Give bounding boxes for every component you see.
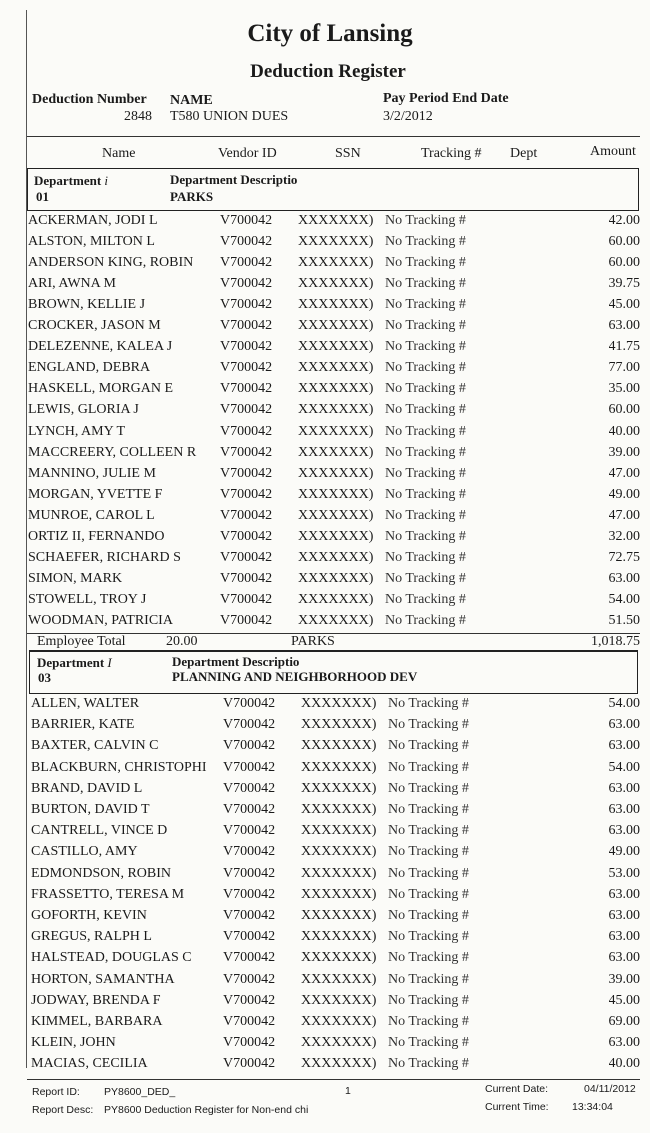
employee-name: WOODMAN, PATRICIA xyxy=(28,612,173,628)
tracking-number: No Tracking # xyxy=(385,276,466,292)
tracking-number: No Tracking # xyxy=(385,423,466,439)
department-label-text: Department xyxy=(34,173,102,188)
tracking-number: No Tracking # xyxy=(385,444,466,460)
employee-name: SCHAEFER, RICHARD S xyxy=(28,549,181,565)
col-header-vendor-id: Vendor ID xyxy=(218,146,277,161)
employee-name: CASTILLO, AMY xyxy=(31,844,138,860)
vendor-id: V700042 xyxy=(220,528,273,544)
vendor-id: V700042 xyxy=(220,213,273,228)
ssn-masked: XXXXXXX) xyxy=(298,255,374,271)
ssn-masked: XXXXXXX) xyxy=(301,1035,377,1051)
amount: 60.00 xyxy=(608,255,640,271)
pay-period-label: Pay Period End Date xyxy=(383,91,509,106)
employee-name: MUNROE, CAROL L xyxy=(28,507,155,523)
department-description: PARKS xyxy=(170,189,214,204)
table-row xyxy=(28,613,640,634)
ssn-masked: XXXXXXX) xyxy=(301,971,377,987)
department-label-suffix: I xyxy=(107,655,112,670)
table-row xyxy=(31,866,640,887)
vendor-id: V700042 xyxy=(220,255,273,271)
tracking-number: No Tracking # xyxy=(385,339,466,355)
vendor-id: V700042 xyxy=(223,992,276,1008)
table-row xyxy=(31,1056,640,1077)
table-row xyxy=(28,402,640,423)
table-row xyxy=(31,696,640,717)
amount: 42.00 xyxy=(608,213,640,228)
footer-rule xyxy=(27,1079,640,1080)
amount: 63.00 xyxy=(608,929,640,945)
tracking-number: No Tracking # xyxy=(388,886,469,902)
tracking-number: No Tracking # xyxy=(385,549,466,565)
table-row xyxy=(28,424,640,445)
tracking-number: No Tracking # xyxy=(385,318,466,334)
tracking-number: No Tracking # xyxy=(388,1014,469,1029)
vendor-id: V700042 xyxy=(223,908,276,923)
table-row xyxy=(31,887,640,908)
ssn-masked: XXXXXXX) xyxy=(301,823,377,839)
amount: 47.00 xyxy=(608,465,640,481)
table-row xyxy=(31,993,640,1014)
ssn-masked: XXXXXXX) xyxy=(301,908,377,923)
ssn-masked: XXXXXXX) xyxy=(301,950,377,966)
header-rule xyxy=(27,136,640,137)
table-row xyxy=(28,255,640,276)
employee-name: HASKELL, MORGAN E xyxy=(28,381,174,397)
vendor-id: V700042 xyxy=(223,738,276,754)
report-title: City of Lansing xyxy=(247,20,413,47)
vendor-id: V700042 xyxy=(223,929,276,945)
ssn-masked: XXXXXXX) xyxy=(301,696,377,711)
current-time-label: Current Time: xyxy=(485,1101,549,1113)
vendor-id: V700042 xyxy=(220,381,273,397)
tracking-number: No Tracking # xyxy=(388,1035,469,1051)
page-number: 1 xyxy=(345,1085,351,1097)
tracking-number: No Tracking # xyxy=(385,255,466,271)
tracking-number: No Tracking # xyxy=(388,780,469,796)
employee-total-count: 20.00 xyxy=(166,634,198,649)
ssn-masked: XXXXXXX) xyxy=(301,717,377,733)
vendor-id: V700042 xyxy=(223,780,276,796)
employee-name: JODWAY, BRENDA F xyxy=(31,992,161,1008)
ssn-masked: XXXXXXX) xyxy=(301,929,377,945)
vendor-id: V700042 xyxy=(223,1014,276,1029)
ssn-masked: XXXXXXX) xyxy=(298,570,374,586)
table-row xyxy=(31,717,640,738)
report-desc-value: PY8600 Deduction Register for Non-end chi xyxy=(104,1104,309,1116)
employee-name: ALLEN, WALTER xyxy=(31,696,140,711)
table-row xyxy=(31,972,640,993)
col-header-name: Name xyxy=(102,146,136,161)
table-row xyxy=(28,571,640,592)
ssn-masked: XXXXXXX) xyxy=(298,465,374,481)
ssn-masked: XXXXXXX) xyxy=(301,886,377,902)
ssn-masked: XXXXXXX) xyxy=(298,507,374,523)
vendor-id: V700042 xyxy=(220,507,273,523)
employee-name: ALSTON, MILTON L xyxy=(28,234,155,250)
employee-name: ACKERMAN, JODI L xyxy=(28,213,158,228)
employee-name: ENGLAND, DEBRA xyxy=(28,360,151,376)
tracking-number: No Tracking # xyxy=(388,717,469,733)
employee-name: FRASSETTO, TERESA M xyxy=(31,886,185,902)
amount: 54.00 xyxy=(608,759,640,775)
table-row xyxy=(31,950,640,971)
table-row xyxy=(28,592,640,613)
table-row xyxy=(28,276,640,297)
department-label xyxy=(34,173,108,189)
department-desc-label: Department Descriptio xyxy=(170,172,298,187)
vendor-id: V700042 xyxy=(223,696,276,711)
employee-name: BRAND, DAVID L xyxy=(31,780,143,796)
vendor-id: V700042 xyxy=(220,549,273,565)
col-header-dept: Dept xyxy=(510,146,538,161)
vendor-id: V700042 xyxy=(220,465,273,481)
ssn-masked: XXXXXXX) xyxy=(298,549,374,565)
employee-name: STOWELL, TROY J xyxy=(28,591,147,607)
amount: 53.00 xyxy=(608,865,640,881)
tracking-number: No Tracking # xyxy=(388,802,469,817)
amount: 39.75 xyxy=(608,276,640,292)
ssn-masked: XXXXXXX) xyxy=(298,339,374,355)
ssn-masked: XXXXXXX) xyxy=(298,591,374,607)
table-row xyxy=(31,802,640,823)
employee-name: DELEZENNE, KALEA J xyxy=(28,339,173,355)
pay-period-value: 3/2/2012 xyxy=(383,109,433,124)
amount: 39.00 xyxy=(608,444,640,460)
table-row xyxy=(28,234,640,255)
tracking-number: No Tracking # xyxy=(385,402,466,418)
table-row xyxy=(31,844,640,865)
table-row xyxy=(28,381,640,402)
tracking-number: No Tracking # xyxy=(388,844,469,860)
ssn-masked: XXXXXXX) xyxy=(298,360,374,376)
employee-name: MACIAS, CECILIA xyxy=(31,1056,148,1072)
department-header-box xyxy=(27,168,639,211)
table-row xyxy=(31,760,640,781)
amount: 63.00 xyxy=(608,318,640,334)
tracking-number: No Tracking # xyxy=(385,297,466,313)
employee-total-label: Employee Total xyxy=(37,634,126,649)
vendor-id: V700042 xyxy=(220,297,273,313)
amount: 69.00 xyxy=(608,1014,640,1029)
tracking-number: No Tracking # xyxy=(385,591,466,607)
tracking-number: No Tracking # xyxy=(388,1056,469,1072)
tracking-number: No Tracking # xyxy=(385,360,466,376)
tracking-number: No Tracking # xyxy=(385,213,466,228)
amount: 77.00 xyxy=(608,360,640,376)
amount: 45.00 xyxy=(608,297,640,313)
tracking-number: No Tracking # xyxy=(388,759,469,775)
vendor-id: V700042 xyxy=(220,570,273,586)
ssn-masked: XXXXXXX) xyxy=(301,1056,377,1072)
report-desc-label: Report Desc: xyxy=(32,1104,94,1116)
employee-name: MORGAN, YVETTE F xyxy=(28,486,163,502)
amount: 63.00 xyxy=(608,802,640,817)
employee-name: CROCKER, JASON M xyxy=(28,318,161,334)
table-row xyxy=(31,823,640,844)
amount: 63.00 xyxy=(608,717,640,733)
table-row xyxy=(31,738,640,759)
amount: 72.75 xyxy=(608,549,640,565)
tracking-number: No Tracking # xyxy=(388,929,469,945)
amount: 63.00 xyxy=(608,1035,640,1051)
tracking-number: No Tracking # xyxy=(385,486,466,502)
tracking-number: No Tracking # xyxy=(385,612,466,628)
employee-name: MANNINO, JULIE M xyxy=(28,465,156,481)
tracking-number: No Tracking # xyxy=(385,507,466,523)
table-row xyxy=(31,1035,640,1056)
vendor-id: V700042 xyxy=(220,402,273,418)
employee-total-amount: 1,018.75 xyxy=(591,634,640,649)
tracking-number: No Tracking # xyxy=(388,696,469,711)
amount: 47.00 xyxy=(608,507,640,523)
amount: 54.00 xyxy=(608,696,640,711)
amount: 49.00 xyxy=(608,486,640,502)
ssn-masked: XXXXXXX) xyxy=(301,738,377,754)
amount: 35.00 xyxy=(608,381,640,397)
current-date-value: 04/11/2012 xyxy=(584,1083,636,1095)
ssn-masked: XXXXXXX) xyxy=(298,402,374,418)
report-id-label: Report ID: xyxy=(32,1086,80,1098)
table-row xyxy=(28,339,640,360)
tracking-number: No Tracking # xyxy=(385,234,466,250)
employee-name: ARI, AWNA M xyxy=(28,276,116,292)
table-row xyxy=(28,213,640,234)
vendor-id: V700042 xyxy=(223,971,276,987)
vendor-id: V700042 xyxy=(223,1056,276,1072)
vendor-id: V700042 xyxy=(223,844,276,860)
employee-name: KLEIN, JOHN xyxy=(31,1035,116,1051)
col-header-amount: Amount xyxy=(590,144,636,159)
department-desc-label: Department Descriptio xyxy=(172,654,300,669)
current-date-label: Current Date: xyxy=(485,1083,549,1095)
department-label-suffix: i xyxy=(104,173,109,188)
table-row xyxy=(28,508,640,529)
tracking-number: No Tracking # xyxy=(385,570,466,586)
employee-name: KIMMEL, BARBARA xyxy=(31,1014,163,1029)
vendor-id: V700042 xyxy=(223,802,276,817)
table-row xyxy=(31,1014,640,1035)
ssn-masked: XXXXXXX) xyxy=(301,780,377,796)
ssn-masked: XXXXXXX) xyxy=(298,318,374,334)
tracking-number: No Tracking # xyxy=(388,865,469,881)
vendor-id: V700042 xyxy=(220,423,273,439)
employee-name: BAXTER, CALVIN C xyxy=(31,738,159,754)
ssn-masked: XXXXXXX) xyxy=(298,276,374,292)
amount: 54.00 xyxy=(608,591,640,607)
col-header-ssn: SSN xyxy=(335,146,361,161)
table-row xyxy=(28,550,640,571)
vendor-id: V700042 xyxy=(220,591,273,607)
employee-name: LYNCH, AMY T xyxy=(28,423,125,439)
tracking-number: No Tracking # xyxy=(388,992,469,1008)
vendor-id: V700042 xyxy=(220,339,273,355)
ssn-masked: XXXXXXX) xyxy=(301,802,377,817)
employee-name: LEWIS, GLORIA J xyxy=(28,402,139,418)
employee-name: CANTRELL, VINCE D xyxy=(31,823,168,839)
tracking-number: No Tracking # xyxy=(388,738,469,754)
amount: 51.50 xyxy=(608,612,640,628)
ssn-masked: XXXXXXX) xyxy=(298,297,374,313)
amount: 39.00 xyxy=(608,971,640,987)
ssn-masked: XXXXXXX) xyxy=(298,234,374,250)
amount: 63.00 xyxy=(608,908,640,923)
vendor-id: V700042 xyxy=(223,1035,276,1051)
employee-name: ORTIZ II, FERNANDO xyxy=(28,528,165,544)
table-row xyxy=(31,908,640,929)
amount: 49.00 xyxy=(608,844,640,860)
vendor-id: V700042 xyxy=(220,360,273,376)
table-row xyxy=(31,929,640,950)
tracking-number: No Tracking # xyxy=(388,823,469,839)
amount: 32.00 xyxy=(608,528,640,544)
employee-name: EDMONDSON, ROBIN xyxy=(31,865,172,881)
table-row xyxy=(28,360,640,381)
ssn-masked: XXXXXXX) xyxy=(301,992,377,1008)
employee-name: MACCREERY, COLLEEN R xyxy=(28,444,197,460)
employee-name: BLACKBURN, CHRISTOPHI xyxy=(31,759,207,775)
employee-total-dept: PARKS xyxy=(291,634,335,649)
table-row xyxy=(28,445,640,466)
tracking-number: No Tracking # xyxy=(385,465,466,481)
col-header-tracking: Tracking # xyxy=(421,146,482,161)
vendor-id: V700042 xyxy=(220,276,273,292)
ssn-masked: XXXXXXX) xyxy=(298,444,374,460)
tracking-number: No Tracking # xyxy=(385,528,466,544)
tracking-number: No Tracking # xyxy=(388,908,469,923)
report-id-value: PY8600_DED_ xyxy=(104,1086,176,1098)
vendor-id: V700042 xyxy=(220,612,273,628)
employee-name: BROWN, KELLIE J xyxy=(28,297,146,313)
ssn-masked: XXXXXXX) xyxy=(298,612,374,628)
department-label-text: Department xyxy=(37,655,105,670)
amount: 63.00 xyxy=(608,950,640,966)
amount: 40.00 xyxy=(608,1056,640,1072)
name-value: T580 UNION DUES xyxy=(170,109,289,124)
ssn-masked: XXXXXXX) xyxy=(298,213,374,228)
vendor-id: V700042 xyxy=(223,865,276,881)
amount: 63.00 xyxy=(608,886,640,902)
vendor-id: V700042 xyxy=(220,234,273,250)
tracking-number: No Tracking # xyxy=(388,971,469,987)
table-row xyxy=(28,529,640,550)
deduction-number-label: Deduction Number xyxy=(32,92,147,107)
amount: 60.00 xyxy=(608,234,640,250)
amount: 45.00 xyxy=(608,992,640,1008)
amount: 41.75 xyxy=(608,339,640,355)
employee-name: HALSTEAD, DOUGLAS C xyxy=(31,950,192,966)
vendor-id: V700042 xyxy=(223,823,276,839)
ssn-masked: XXXXXXX) xyxy=(301,844,377,860)
amount: 63.00 xyxy=(608,780,640,796)
ssn-masked: XXXXXXX) xyxy=(298,528,374,544)
table-row xyxy=(28,297,640,318)
ssn-masked: XXXXXXX) xyxy=(298,486,374,502)
employee-name: BURTON, DAVID T xyxy=(31,802,150,817)
vendor-id: V700042 xyxy=(220,486,273,502)
vendor-id: V700042 xyxy=(220,444,273,460)
current-time-value: 13:34:04 xyxy=(572,1101,613,1113)
department-label xyxy=(37,655,112,671)
table-row xyxy=(28,487,640,508)
department-code: 03 xyxy=(38,670,51,685)
ssn-masked: XXXXXXX) xyxy=(298,423,374,439)
amount: 60.00 xyxy=(608,402,640,418)
employee-name: GREGUS, RALPH L xyxy=(31,929,152,945)
ssn-masked: XXXXXXX) xyxy=(301,759,377,775)
amount: 63.00 xyxy=(608,823,640,839)
amount: 40.00 xyxy=(608,423,640,439)
tracking-number: No Tracking # xyxy=(385,381,466,397)
employee-name: GOFORTH, KEVIN xyxy=(31,908,147,923)
ssn-masked: XXXXXXX) xyxy=(301,865,377,881)
ssn-masked: XXXXXXX) xyxy=(298,381,374,397)
vendor-id: V700042 xyxy=(223,717,276,733)
vendor-id: V700042 xyxy=(223,886,276,902)
table-row xyxy=(28,466,640,487)
deduction-number-value: 2848 xyxy=(124,109,152,124)
employee-name: HORTON, SAMANTHA xyxy=(31,971,175,987)
vendor-id: V700042 xyxy=(220,318,273,334)
name-label: NAME xyxy=(170,93,213,108)
report-subtitle: Deduction Register xyxy=(250,61,406,82)
tracking-number: No Tracking # xyxy=(388,950,469,966)
department-description: PLANNING AND NEIGHBORHOOD DEV xyxy=(172,669,418,684)
table-row xyxy=(28,318,640,339)
table-row xyxy=(31,781,640,802)
employee-name: ANDERSON KING, ROBIN xyxy=(28,255,194,271)
department-code: 01 xyxy=(36,189,49,204)
amount: 63.00 xyxy=(608,570,640,586)
vendor-id: V700042 xyxy=(223,950,276,966)
vendor-id: V700042 xyxy=(223,759,276,775)
ssn-masked: XXXXXXX) xyxy=(301,1014,377,1029)
amount: 63.00 xyxy=(608,738,640,754)
employee-name: BARRIER, KATE xyxy=(31,717,135,733)
employee-name: SIMON, MARK xyxy=(28,570,123,586)
